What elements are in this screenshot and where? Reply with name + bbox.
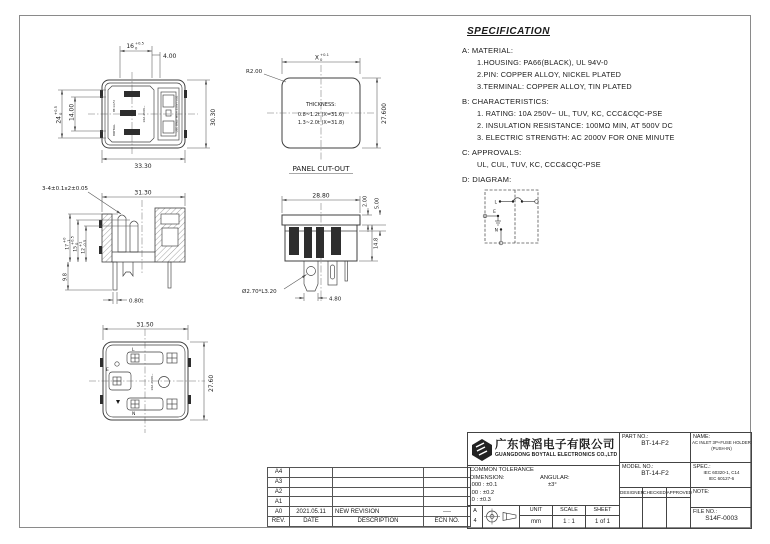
front-face-fuse-warning: USE ONLY WITH 250V FUSE — [174, 95, 179, 133]
svg-text:27.600: 27.600 — [381, 103, 388, 124]
spec-c-item: UL, CUL, TUV, KC, CCC&CQC-PSE — [477, 160, 601, 169]
spec-line: IEC 60127-6 — [708, 476, 735, 481]
spec-d-heading: D: DIAGRAM: — [462, 175, 512, 184]
svg-text:31.50: 31.50 — [136, 321, 154, 329]
scale-label: SCALE — [553, 506, 585, 516]
rear-linework — [89, 329, 205, 433]
cutout-thickness-title: THICKNESS: — [306, 102, 336, 108]
sheet-label: SHEET — [586, 506, 619, 516]
svg-text:Ø2.70*L3.20: Ø2.70*L3.20 — [242, 289, 277, 295]
circuit-line-e — [483, 209, 501, 225]
svg-text:12: 12 — [81, 248, 87, 254]
svg-text:27.60: 27.60 — [208, 374, 215, 392]
svg-text:2.00: 2.00 — [362, 195, 369, 207]
svg-text:30.30: 30.30 — [210, 108, 217, 126]
svg-text:+0.5: +0.5 — [54, 106, 58, 115]
approved-label: APPROVED — [666, 490, 693, 495]
circuit-diagram — [472, 186, 572, 258]
front-dim-3330 — [102, 150, 185, 170]
rear-label-l: L — [132, 348, 135, 353]
unit-value: mm — [531, 519, 541, 525]
model-no-label: MODEL NO.: — [622, 464, 654, 470]
panel-cutout-drawing — [240, 38, 435, 183]
name-line1: AC INLET 3P+FUSE HOLDER — [692, 440, 751, 445]
svg-text:16: 16 — [126, 43, 134, 50]
name-line2: (PUSH-IN) — [711, 445, 732, 451]
svg-text:5.00: 5.00 — [374, 197, 381, 209]
sheet-value: 1 of 1 — [594, 519, 610, 525]
front-face-rating: 10A 250V~ — [142, 105, 146, 123]
side-linework — [282, 203, 360, 301]
designer-signature — [620, 498, 643, 528]
spec-b-item: 3. ELECTRIC STRENGTH: AC 2000V FOR ONE MINUTE — [477, 133, 675, 142]
cutout-caption: PANEL CUT-OUT — [292, 164, 350, 173]
tolerance-dim-label: DIMENSION: — [470, 474, 505, 481]
svg-text:-1: -1 — [66, 239, 71, 243]
svg-text:24: 24 — [55, 116, 63, 124]
table-row: A3 — [268, 477, 471, 487]
svg-text:E: E — [493, 210, 496, 215]
file-no-label: FILE NO.: — [693, 509, 717, 515]
company-name-cn: 广东博滔电子有限公司 — [495, 439, 615, 451]
table-row: A4 — [268, 468, 471, 478]
note-label: NOTE: — [693, 489, 710, 495]
scale-cell — [552, 506, 585, 528]
svg-text:9.8: 9.8 — [62, 273, 69, 281]
svg-text:L: L — [494, 200, 497, 206]
rear-label-e: E — [106, 368, 109, 373]
name-cell — [690, 433, 752, 463]
part-no-value: BT-14-F2 — [641, 440, 669, 447]
third-angle-projection-icon — [483, 506, 519, 527]
company-cell — [468, 433, 619, 466]
paper-size-cell — [468, 506, 482, 528]
svg-text:+0.5: +0.5 — [135, 41, 144, 46]
tolerance-row: .000 : ±0.1 — [470, 482, 498, 489]
designer-label: DESIGNER — [620, 490, 644, 495]
rear-view-drawing — [75, 316, 275, 446]
cutout-thickness-line2: 1.3~2.0t (X=31.8) — [297, 120, 345, 126]
projection-symbol-cell — [482, 506, 519, 528]
title-block — [467, 432, 752, 529]
svg-text:14.8: 14.8 — [373, 237, 380, 249]
table-header-row: REV. DATE DESCRIPTION ECN NO. — [268, 516, 471, 526]
svg-text:0: 0 — [74, 242, 79, 245]
section-pin-note — [42, 186, 121, 214]
spec-line: IEC 60320-1, C14 — [703, 470, 740, 475]
svg-text:+0: +0 — [62, 237, 67, 243]
revision-table — [267, 467, 471, 527]
spec-b-item: 1. RATING: 10A 250V~ UL, TUV, KC, CCC&CQC-PSE — [477, 109, 663, 118]
svg-text:4.80: 4.80 — [329, 296, 342, 303]
unit-cell — [519, 506, 552, 528]
tolerance-ang-value: ±3° — [548, 482, 557, 488]
specification-block — [462, 20, 750, 187]
file-no-cell — [690, 508, 752, 528]
spec-cell — [690, 463, 752, 488]
svg-text:R2.00: R2.00 — [246, 69, 263, 75]
spec-c-heading: C: APPROVALS: — [462, 148, 522, 157]
file-no-value: S14F-0003 — [705, 515, 738, 522]
side-dim-148 — [359, 225, 380, 261]
tolerance-row: .0 : ±0.3 — [470, 497, 491, 504]
approved-signature — [667, 498, 690, 528]
svg-text:0: 0 — [135, 46, 138, 51]
svg-text:17: 17 — [65, 244, 71, 250]
front-dim-4 — [152, 52, 177, 78]
svg-text:N: N — [494, 228, 498, 234]
spec-b-heading: B: CHARACTERISTICS: — [462, 97, 549, 106]
front-dim-16 — [120, 42, 152, 79]
title-block-bottom-row — [468, 506, 619, 528]
svg-text:15: 15 — [73, 246, 79, 252]
front-face-brand: BOYTALL — [112, 124, 116, 136]
sheet-cell — [585, 506, 619, 528]
table-row: A2 — [268, 487, 471, 497]
spec-title: SPECIFICATION — [467, 26, 550, 37]
company-name-en: GUANGDONG BOYTALL ELECTRONICS CO.,LTD — [495, 452, 618, 458]
cutout-radius-label — [246, 69, 286, 82]
svg-text:X: X — [314, 54, 319, 62]
title-block-right — [619, 433, 751, 528]
tolerance-ang-label: ANGULAR: — [540, 475, 570, 481]
company-logo — [471, 438, 493, 462]
section-dim-98 — [63, 262, 113, 290]
spec-label: SPEC.: — [693, 464, 711, 470]
tolerance-title: COMMON TOLERANCE — [470, 467, 534, 473]
tolerance-cell — [468, 466, 619, 506]
svg-text:0: 0 — [320, 58, 323, 62]
circuit-line-l — [494, 198, 538, 206]
paper-size-4: 4 — [473, 518, 477, 524]
spec-b-item: 2. INSULATION RESISTANCE: 100MΩ MIN, AT 500V DC — [477, 121, 673, 130]
svg-text:0: 0 — [59, 112, 63, 115]
side-view-drawing — [238, 183, 438, 323]
sign-value-row — [620, 498, 690, 528]
paper-size-a: A — [473, 508, 477, 514]
rear-label-n: N — [132, 412, 136, 417]
checked-label: CHECKED — [643, 490, 666, 495]
front-dim-14 — [69, 97, 107, 131]
front-view-drawing — [40, 22, 245, 194]
tolerance-row: .00 : ±0.2 — [470, 489, 495, 496]
svg-text:+0.5: +0.5 — [70, 236, 75, 245]
svg-text:33.30: 33.30 — [134, 163, 152, 170]
front-face-model: BT-14-F2 — [112, 100, 116, 112]
rear-dim-3150 — [103, 322, 188, 341]
svg-text:3-4±0.1x2±0.05: 3-4±0.1x2±0.05 — [42, 186, 88, 192]
section-linework — [99, 200, 185, 290]
unit-label: UNIT — [520, 506, 552, 516]
scale-value: 1 : 1 — [563, 519, 575, 525]
part-no-cell — [620, 433, 690, 463]
part-no-label: PART NO.: — [622, 434, 649, 440]
spec-a-item: 1.HOUSING: PA66(BLACK), UL 94V-0 — [477, 58, 608, 67]
circuit-line-n — [495, 228, 503, 245]
section-dim-080t — [103, 292, 144, 305]
name-label: NAME: — [693, 434, 711, 440]
spec-a-item: 3.TERMINAL: COPPER ALLOY, TIN PLATED — [477, 82, 632, 91]
spec-a-heading: A: MATERIAL: — [462, 46, 514, 55]
spec-a-item: 2.PIN: COPPER ALLOY, NICKEL PLATED — [477, 70, 622, 79]
svg-text:+0.1: +0.1 — [320, 53, 329, 57]
svg-text:4.00: 4.00 — [163, 53, 177, 60]
svg-text:-0.5: -0.5 — [82, 239, 87, 247]
svg-text:0.80t: 0.80t — [129, 298, 144, 305]
table-row: A0 2021.05.11 NEW REVISION ---- — [268, 507, 471, 517]
side-pin-note — [242, 275, 307, 296]
rear-rating: 10A 250V~ — [150, 373, 154, 391]
cutout-thickness-line1: 0.8~1.2t (X=31.6) — [297, 112, 345, 118]
svg-text:14.00: 14.00 — [68, 103, 76, 121]
section-view-drawing — [42, 178, 254, 318]
model-no-value: BT-14-F2 — [641, 470, 669, 477]
side-dim-480 — [295, 293, 342, 303]
svg-text:+1: +1 — [78, 241, 83, 247]
model-no-cell — [620, 463, 690, 488]
cutout-dim-27600 — [362, 78, 388, 148]
svg-text:28.80: 28.80 — [312, 192, 330, 200]
note-cell — [690, 488, 752, 508]
checked-signature — [643, 498, 666, 528]
svg-text:31.30: 31.30 — [134, 189, 152, 197]
table-row: A1 — [268, 497, 471, 507]
sign-header-row — [620, 488, 693, 498]
